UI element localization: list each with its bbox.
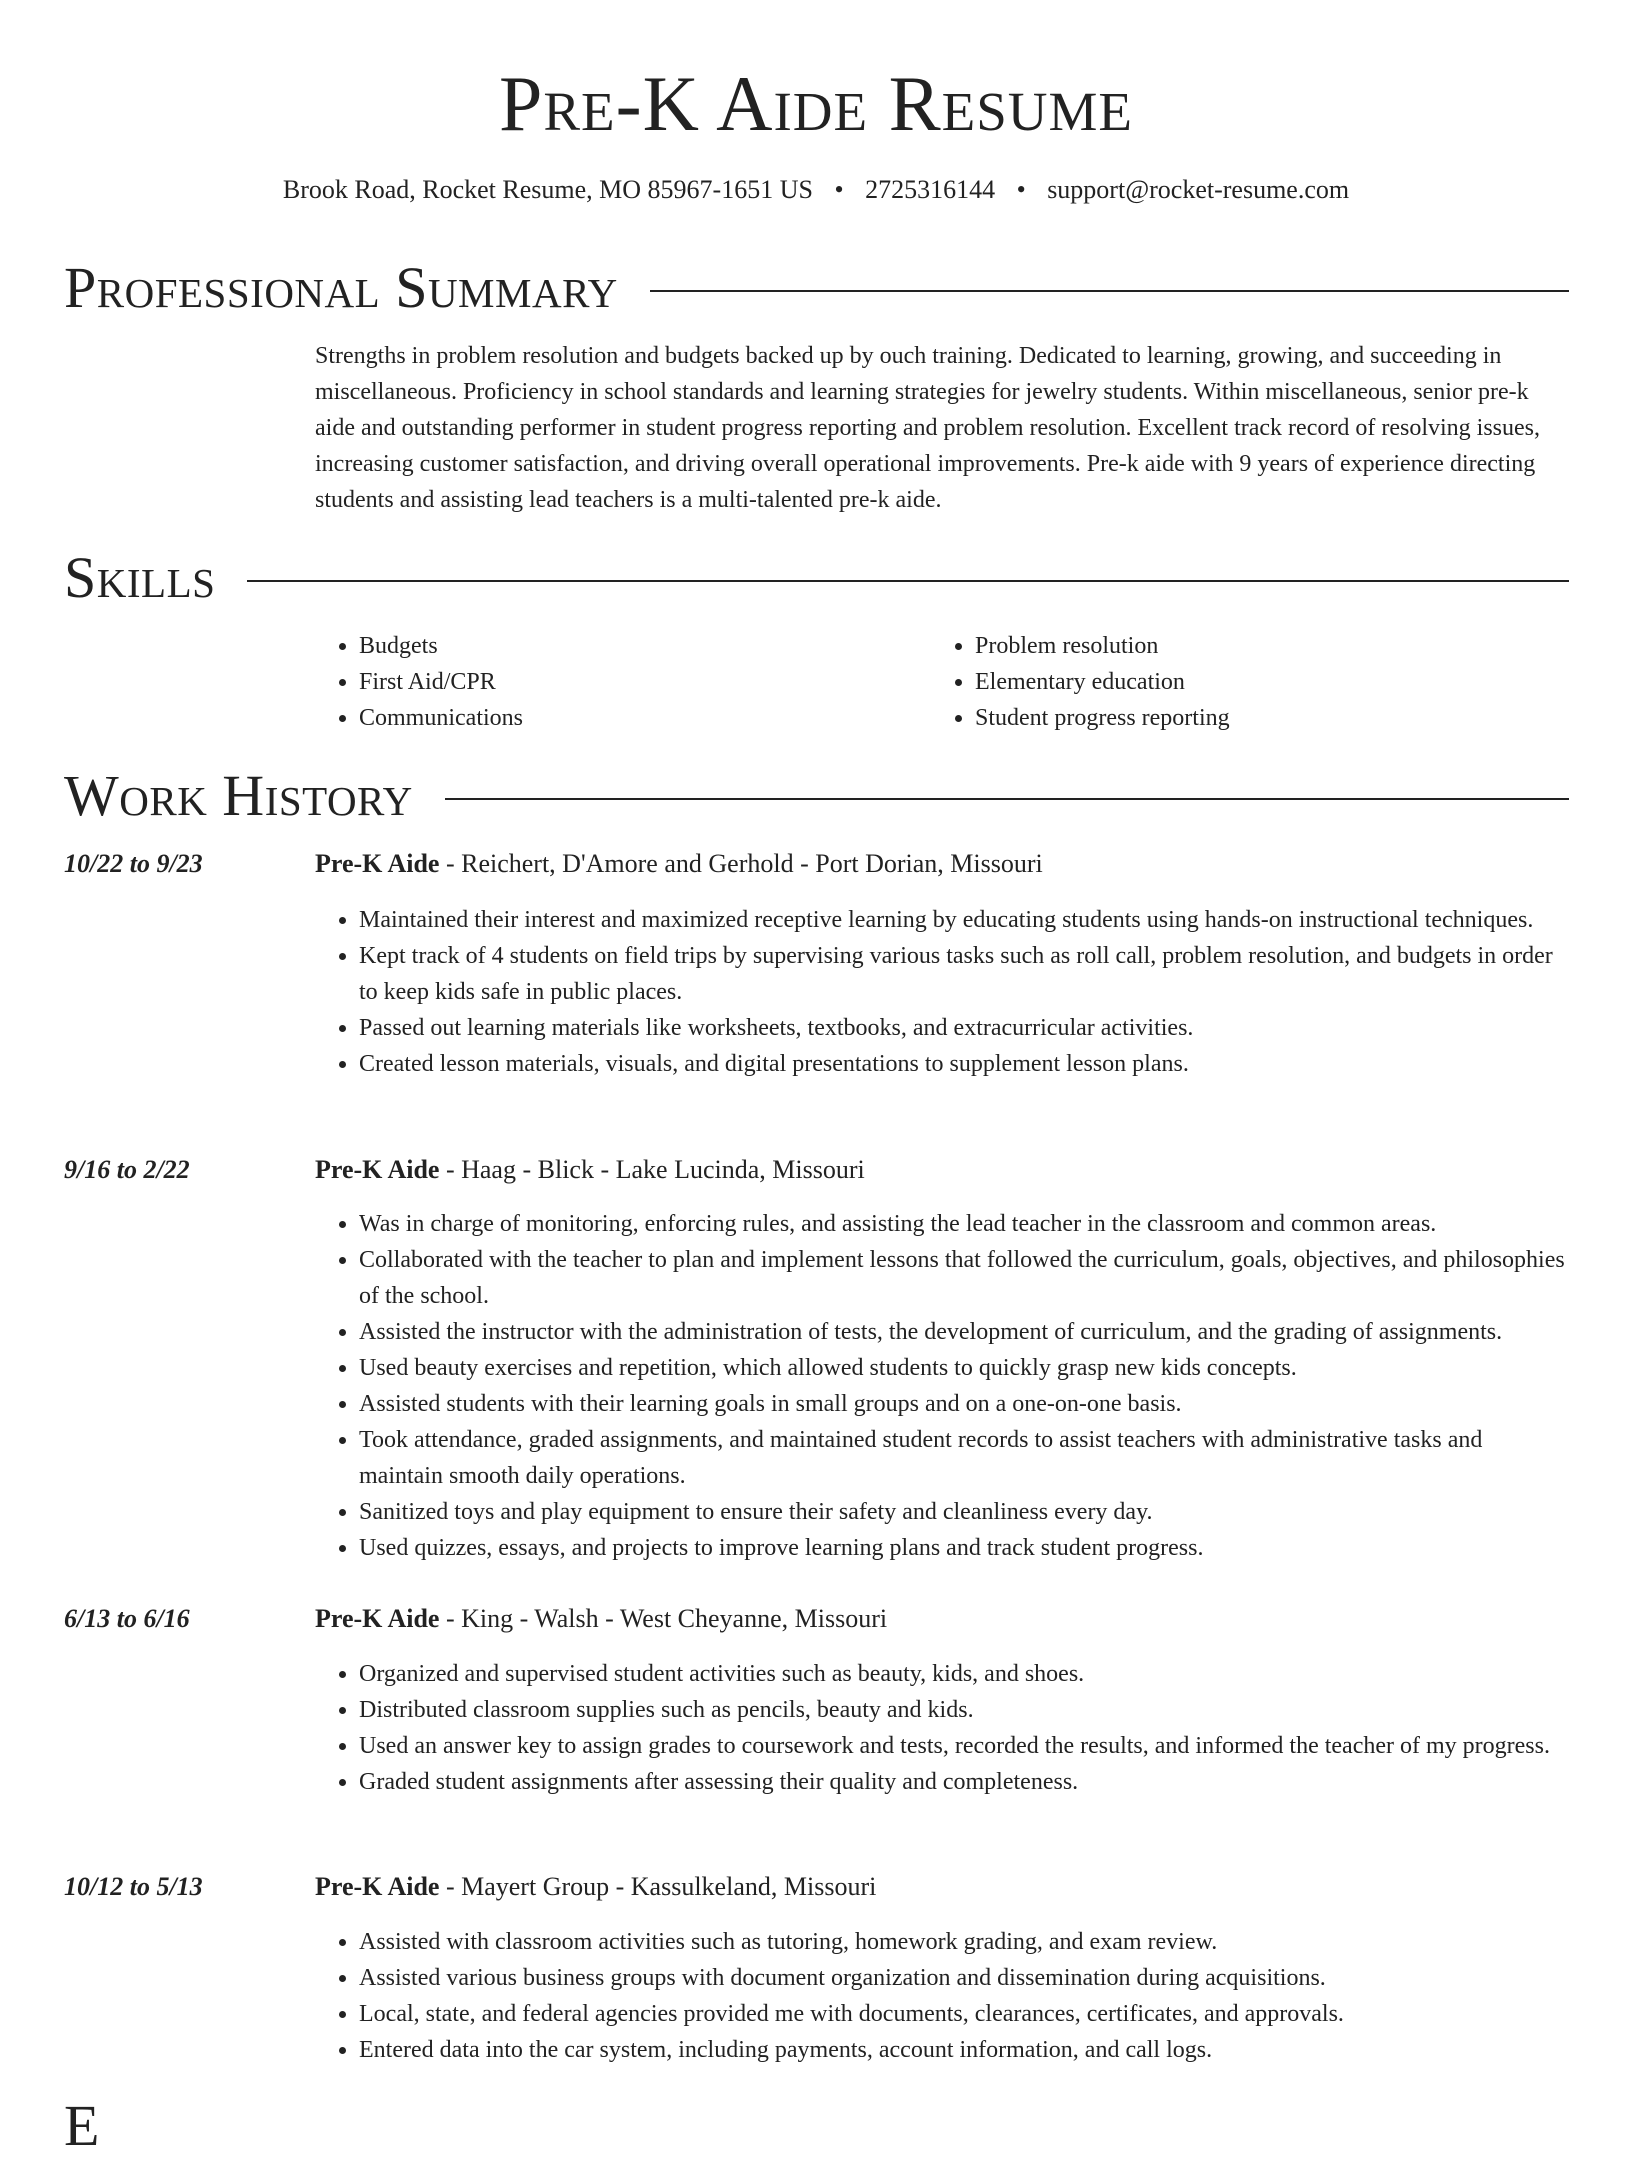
job-bullet: • Organized and supervised student activities such as beauty, kids, and shoes. [359, 1656, 1570, 1692]
next-section-title: E [64, 2093, 100, 2158]
job-title: Pre-K Aide [315, 1872, 440, 1901]
job-heading [315, 1869, 1570, 1905]
job-heading [315, 846, 1570, 882]
job-title: Pre-K Aide [315, 1604, 440, 1633]
section-divider [650, 290, 1569, 292]
work-title: Work History [64, 763, 413, 828]
skills-section-heading [64, 542, 1569, 614]
job-dates: 6/13 to 6/16 [64, 1604, 190, 1633]
skills-list [315, 628, 1570, 736]
job-dates: 10/22 to 9/23 [64, 849, 203, 878]
job-bullet: • Assisted various business groups with document organization and dissemination during acquisitions. [359, 1960, 1570, 1996]
job-bullet: • Used an answer key to assign grades to coursework and tests, recorded the results, and informed the teacher of my progress. [359, 1728, 1570, 1764]
job-employer-location: - Haag - Blick - Lake Lucinda, Missouri [439, 1155, 865, 1184]
job-bullet: • Used quizzes, essays, and projects to improve learning plans and track student progress. [359, 1530, 1570, 1566]
skills-title: Skills [64, 545, 216, 610]
job-bullet: • Created lesson materials, visuals, and digital presentations to supplement lesson plans. [359, 1046, 1570, 1082]
section-divider [247, 580, 1569, 582]
job-bullet: • Passed out learning materials like worksheets, textbooks, and extracurricular activities. [359, 1010, 1570, 1046]
skills-column-left [315, 628, 931, 736]
contact-separator: • [1016, 175, 1026, 204]
job-heading [315, 1152, 1570, 1188]
job-bullet: • Sanitized toys and play equipment to ensure their safety and cleanliness every day. [359, 1494, 1570, 1530]
summary-title: Professional Summary [64, 255, 618, 320]
summary-text: Strengths in problem resolution and budgets backed up by ouch training. Dedicated to learning, growing, and succeeding in miscellaneous. Proficiency in school standards and learning strategies for jewelry students. Within miscellaneous, senior pre-k aide and outstanding performer in student progress reporting and problem resolution. Excellent track record of resolving issues, increasing customer satisfaction, and driving overall operational improvements. Pre-k aide with 9 years of experience directing students and assisting lead teachers is a multi-talented pre-k aide. [315, 343, 1540, 513]
job-bullet: • Assisted the instructor with the administration of tests, the development of curriculum, and the grading of assignments. [359, 1314, 1570, 1350]
skill-item: • Problem resolution [975, 628, 1547, 664]
skill-item: • Communications [359, 700, 931, 736]
job-bullets [315, 1206, 1570, 1566]
skill-item: • Budgets [359, 628, 931, 664]
contact-line [0, 172, 1632, 208]
job-bullet: • Entered data into the car system, including payments, account information, and call logs. [359, 2032, 1570, 2068]
skill-item: • First Aid/CPR [359, 664, 931, 700]
skills-column-right [931, 628, 1547, 736]
job-bullets [315, 902, 1570, 1082]
resume-name: Pre-K Aide Resume [498, 60, 1134, 147]
skill-item: • Elementary education [975, 664, 1547, 700]
job-bullet: • Assisted students with their learning goals in small groups and on a one-on-one basis. [359, 1386, 1570, 1422]
job-bullets [315, 1656, 1570, 1800]
job-employer-location: - King - Walsh - West Cheyanne, Missouri [439, 1604, 888, 1633]
summary-section-heading [64, 252, 1569, 324]
job-heading [315, 1601, 1570, 1637]
job-title: Pre-K Aide [315, 1155, 440, 1184]
job-dates: 9/16 to 2/22 [64, 1155, 190, 1184]
section-divider [445, 798, 1569, 800]
job-bullet: • Took attendance, graded assignments, and maintained student records to assist teachers with administrative tasks and maintain smooth daily operations. [359, 1422, 1570, 1494]
work-section-heading [64, 760, 1569, 832]
contact-address: Brook Road, Rocket Resume, MO 85967-1651 US [282, 175, 813, 204]
contact-phone: 2725316144 [865, 175, 996, 204]
job-employer-location: - Mayert Group - Kassulkeland, Missouri [439, 1872, 877, 1901]
job-bullet: • Collaborated with the teacher to plan and implement lessons that followed the curriculum, goals, objectives, and philosophies of the school. [359, 1242, 1570, 1314]
job-bullet: • Graded student assignments after assessing their quality and completeness. [359, 1764, 1570, 1800]
job-bullet: • Maintained their interest and maximized receptive learning by educating students using hands-on instructional techniques. [359, 902, 1570, 938]
job-bullet: • Assisted with classroom activities such as tutoring, homework grading, and exam review. [359, 1924, 1570, 1960]
job-bullets [315, 1924, 1570, 2068]
job-employer-location: - Reichert, D'Amore and Gerhold - Port Dorian, Missouri [439, 849, 1043, 878]
job-bullet: • Used beauty exercises and repetition, which allowed students to quickly grasp new kids concepts. [359, 1350, 1570, 1386]
job-bullet: • Distributed classroom supplies such as pencils, beauty and kids. [359, 1692, 1570, 1728]
job-dates: 10/12 to 5/13 [64, 1872, 203, 1901]
job-bullet: • Local, state, and federal agencies provided me with documents, clearances, certificates, and approvals. [359, 1996, 1570, 2032]
job-bullet: • Was in charge of monitoring, enforcing rules, and assisting the lead teacher in the classroom and common areas. [359, 1206, 1570, 1242]
job-bullet: • Kept track of 4 students on field trips by supervising various tasks such as roll call, problem resolution, and budgets in order to keep kids safe in public places. [359, 938, 1570, 1010]
job-title: Pre-K Aide [315, 849, 440, 878]
contact-separator: • [834, 175, 844, 204]
contact-email: support@rocket-resume.com [1047, 175, 1350, 204]
skill-item: • Student progress reporting [975, 700, 1547, 736]
